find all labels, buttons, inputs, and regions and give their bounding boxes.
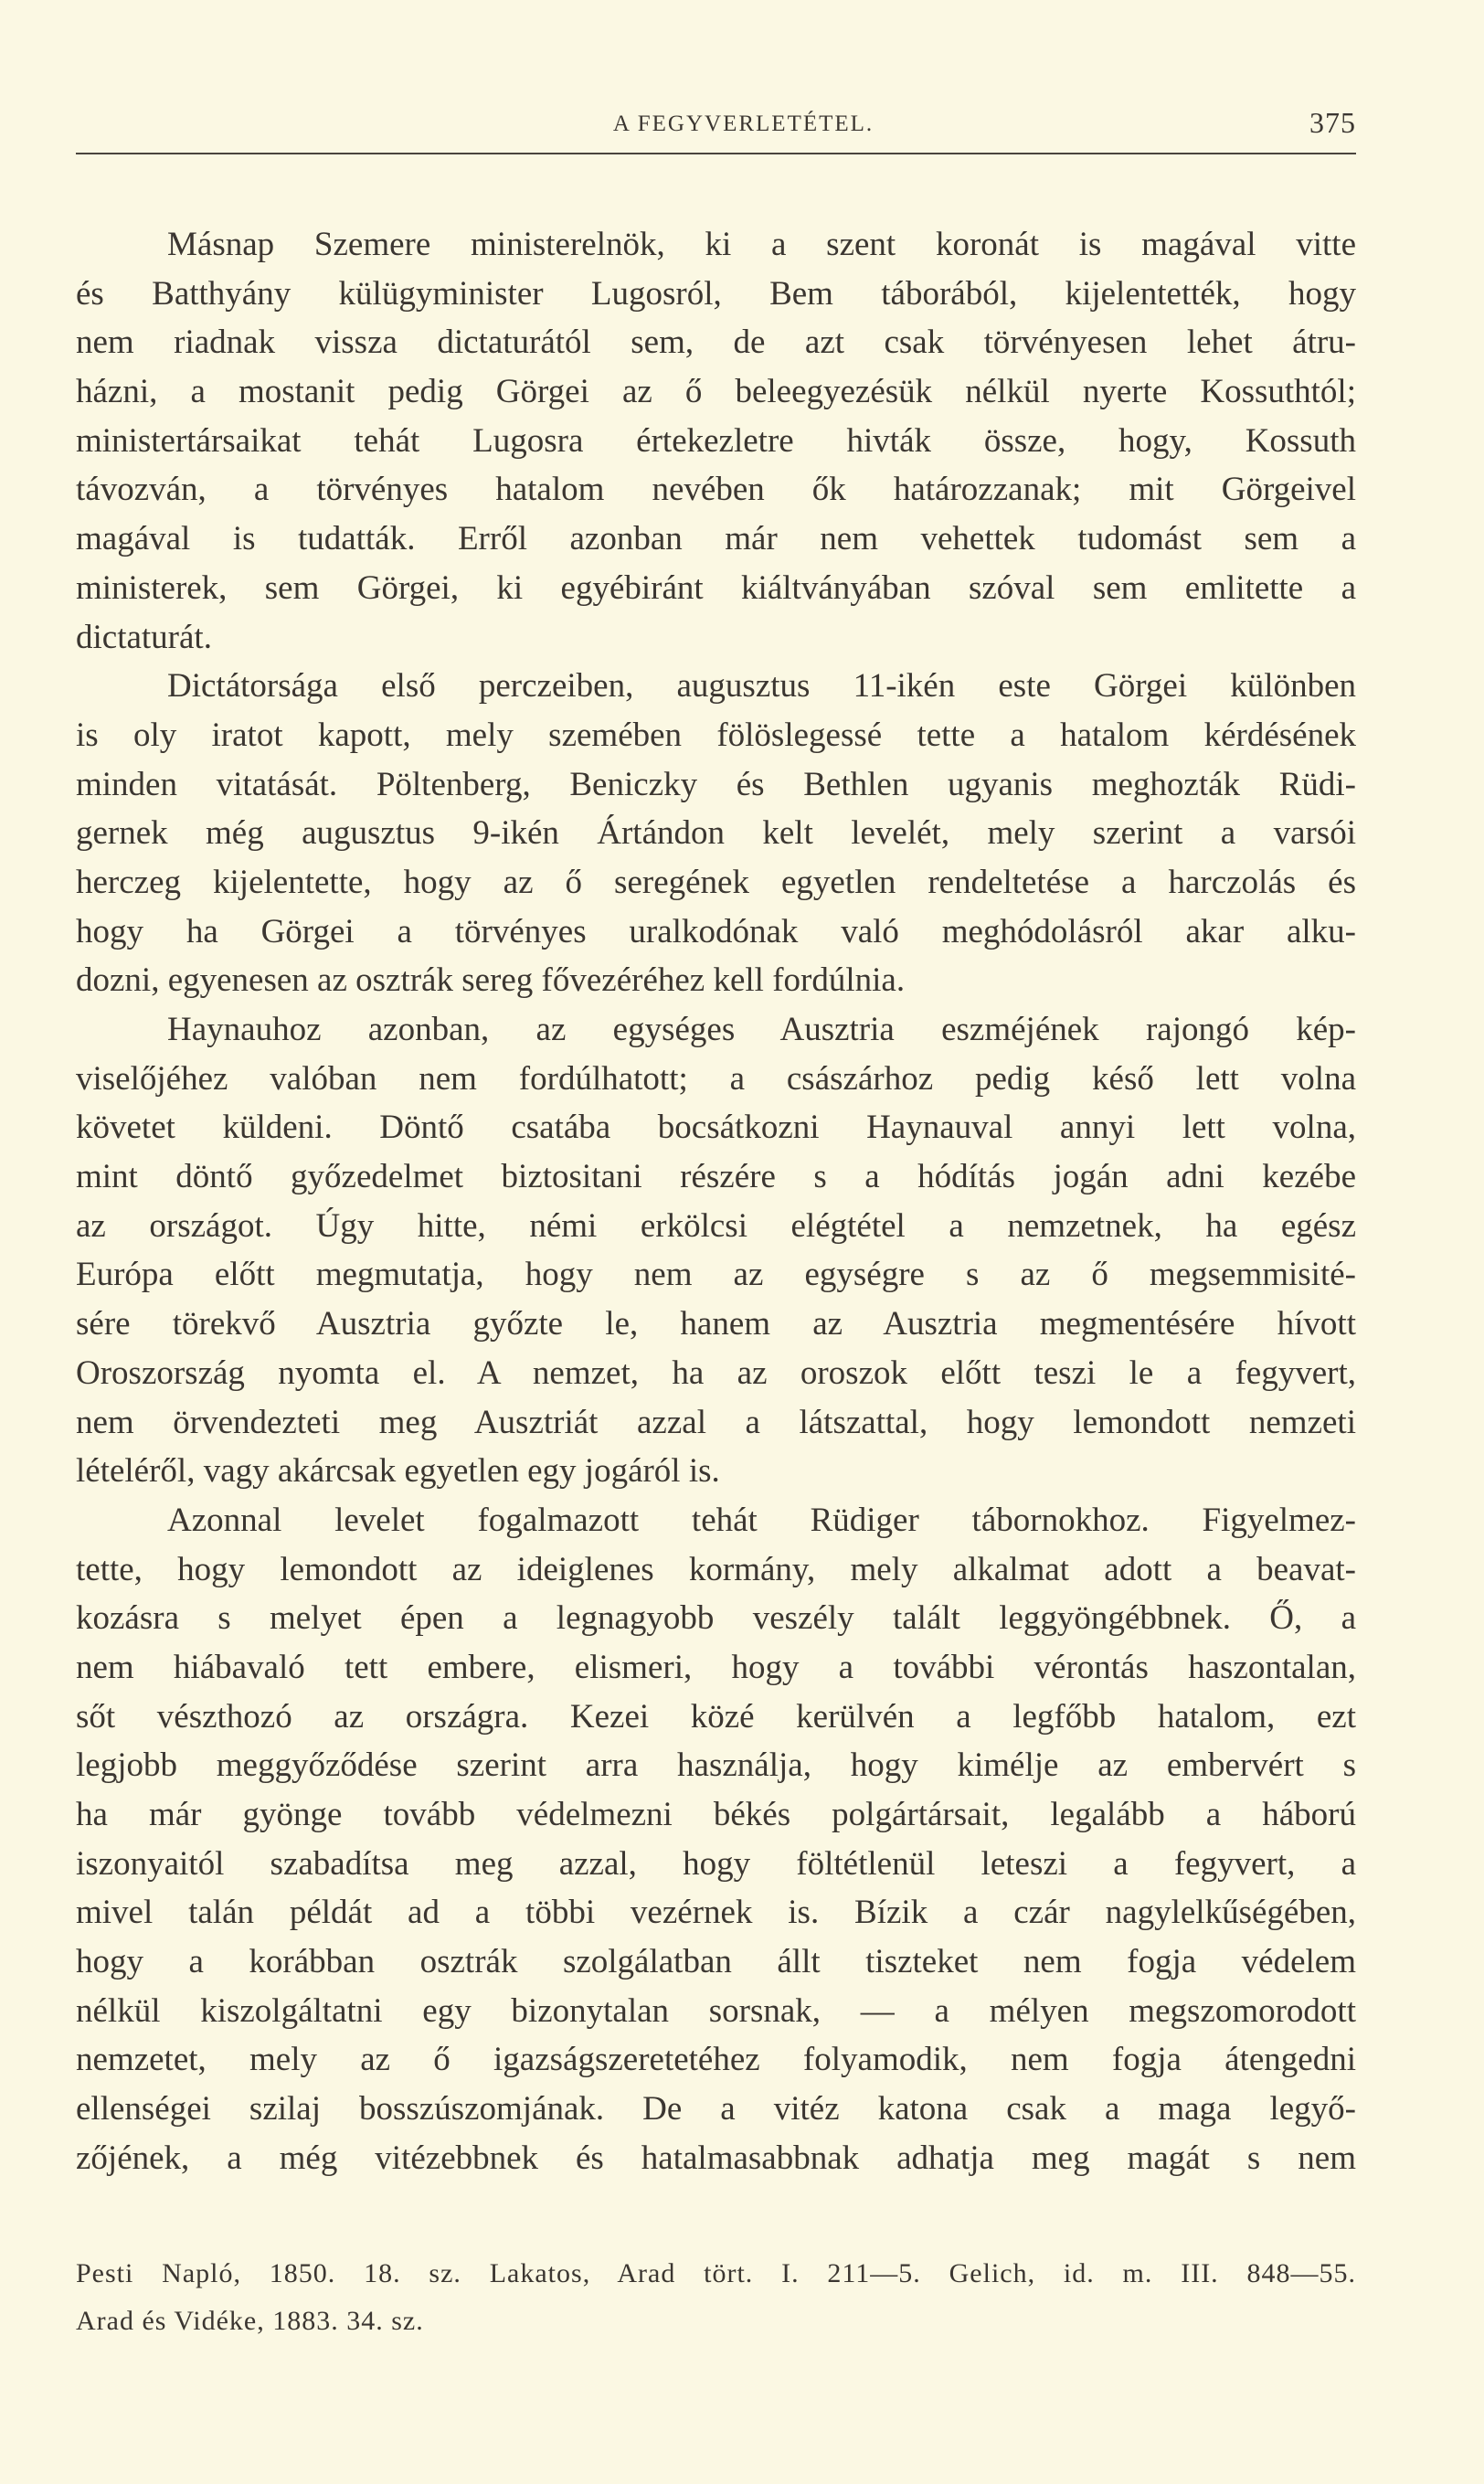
text-line: ministertársaikat tehát Lugosra értekezletre hivták össze, hogy, Kossuth: [76, 421, 1356, 460]
text-line: nem örvendezteti meg Ausztriát azzal a látszattal, hogy lemondott nemzeti: [76, 1403, 1356, 1441]
text-line: ministerek, sem Görgei, ki egyébiránt kiáltványában szóval sem emlitette a: [76, 568, 1356, 607]
text-line: követet küldeni. Döntő csatába bocsátkozni Haynauval annyi lett volna,: [76, 1109, 1356, 1147]
text-line: iszonyaitól szabadítsa meg azzal, hogy föltétlenül leteszi a fegyvert, a: [76, 1844, 1356, 1883]
text-line: minden vitatását. Pöltenberg, Beniczky és Bethlen ugyanis meghozták Rüdi-: [76, 765, 1356, 803]
running-head: [76, 102, 1356, 148]
text-line: ellenségei szilaj bosszúszomjának. De a vitéz katona csak a maga legyő-: [76, 2090, 1356, 2128]
text-line: kozásra s melyet épen a legnagyobb veszély talált leggyöngébbnek. Ő, a: [76, 1599, 1356, 1638]
header-rule: [76, 153, 1356, 154]
paragraph: [76, 1496, 1356, 2183]
text-line: Európa előtt megmutatja, hogy nem az egységre s az ő megsemmisité-: [76, 1256, 1356, 1294]
text-line: nemzetet, mely az ő igazságszeretetéhez folyamodik, nem fogja átengedni: [76, 2041, 1356, 2079]
chapter-title: A FEGYVERLETÉTEL.: [612, 111, 874, 136]
footnote-line: Arad és Vidéke, 1883. 34. sz.: [76, 2306, 424, 2336]
text-line: távozván, a törvényes hatalom nevében ők határozzanak; mit Görgeivel: [76, 471, 1356, 509]
paragraph: [76, 220, 1356, 662]
text-line: sére törekvő Ausztria győzte le, hanem az Ausztria megmentésére hívott: [76, 1305, 1356, 1343]
text-line: ha már gyönge tovább védelmezni békés polgártársait, legalább a háború: [76, 1796, 1356, 1833]
text-line: Dictátorsága első perczeiben, augusztus 11-ikén este Görgei különben: [167, 667, 1356, 706]
page-number: 375: [1309, 106, 1356, 139]
paragraph: [76, 662, 1356, 1005]
text-line: házni, a mostanit pedig Görgei az ő beleegyezésük nélkül nyerte Kossuthtól;: [76, 373, 1356, 411]
text-line: az országot. Úgy hitte, némi erkölcsi elégtétel a nemzetnek, ha egész: [76, 1206, 1356, 1245]
text-line: hogy a korábban osztrák szolgálatban állt tiszteket nem fogja védelem: [76, 1943, 1356, 1981]
text-line: viselőjéhez valóban nem fordúlhatott; a császárhoz pedig késő lett volna: [76, 1059, 1356, 1098]
text-line: dictaturát.: [76, 618, 212, 656]
text-line: mint döntő győzedelmet biztositani részére s a hódítás jogán adni kezébe: [76, 1158, 1356, 1196]
text-line: Másnap Szemere ministerelnök, ki a szent koronát is magával vitte: [167, 226, 1356, 263]
text-line: Oroszország nyomta el. A nemzet, ha az oroszok előtt teszi le a fegyvert,: [76, 1353, 1356, 1392]
text-line: sőt vészthozó az országra. Kezei közé kerülvén a legfőbb hatalom, ezt: [76, 1697, 1356, 1736]
text-line: lételéről, vagy akárcsak egyetlen egy jogáról is.: [76, 1452, 720, 1491]
footnote-line: Pesti Napló, 1850. 18. sz. Lakatos, Arad tört. I. 211—5. Gelich, id. m. III. 848—55.: [76, 2258, 1356, 2288]
text-line: és Batthyány külügyminister Lugosról, Bem táborából, kijelentették, hogy: [76, 274, 1356, 313]
text-line: is oly iratot kapott, mely szemében fölöslegessé tette a hatalom kérdésének: [76, 716, 1356, 754]
text-line: legjobb meggyőződése szerint arra használja, hogy kimélje az embervért s: [76, 1746, 1356, 1785]
text-line: zőjének, a még vitézebbnek és hatalmasabbnak adhatja meg magát s nem: [76, 2139, 1356, 2177]
text-line: magával is tudatták. Erről azonban már nem vehettek tudomást sem a: [76, 520, 1356, 558]
text-line: Haynauhoz azonban, az egységes Ausztria eszméjének rajongó kép-: [167, 1011, 1356, 1048]
text-line: nélkül kiszolgáltatni egy bizonytalan sorsnak, — a mélyen megszomorodott: [76, 1991, 1356, 2030]
text-line: mivel talán példát ad a többi vezérnek is. Bízik a czár nagylelkűségében,: [76, 1894, 1356, 1932]
footnotes: [76, 2250, 1356, 2345]
text-line: herczeg kijelentette, hogy az ő seregének egyetlen rendeltetése a harczolás és: [76, 863, 1356, 901]
text-line: dozni, egyenesen az osztrák sereg fővezéréhez kell fordúlnia.: [76, 961, 906, 1000]
text-line: gernek még augusztus 9-ikén Ártándon kelt levelét, mely szerint a varsói: [76, 814, 1356, 853]
text-line: nem riadnak vissza dictaturától sem, de azt csak törvényesen lehet átru-: [76, 324, 1356, 362]
text-line: tette, hogy lemondott az ideiglenes kormány, mely alkalmat adott a beavat-: [76, 1550, 1356, 1588]
text-line: Azonnal levelet fogalmazott tehát Rüdiger tábornokhoz. Figyelmez-: [167, 1501, 1356, 1539]
paragraph: [76, 1005, 1356, 1496]
text-line: hogy ha Görgei a törvényes uralkodónak való meghódolásról akar alku-: [76, 912, 1356, 950]
text-line: nem hiábavaló tett embere, elismeri, hogy a további vérontás haszontalan,: [76, 1648, 1356, 1686]
body-text: [76, 220, 1356, 2183]
